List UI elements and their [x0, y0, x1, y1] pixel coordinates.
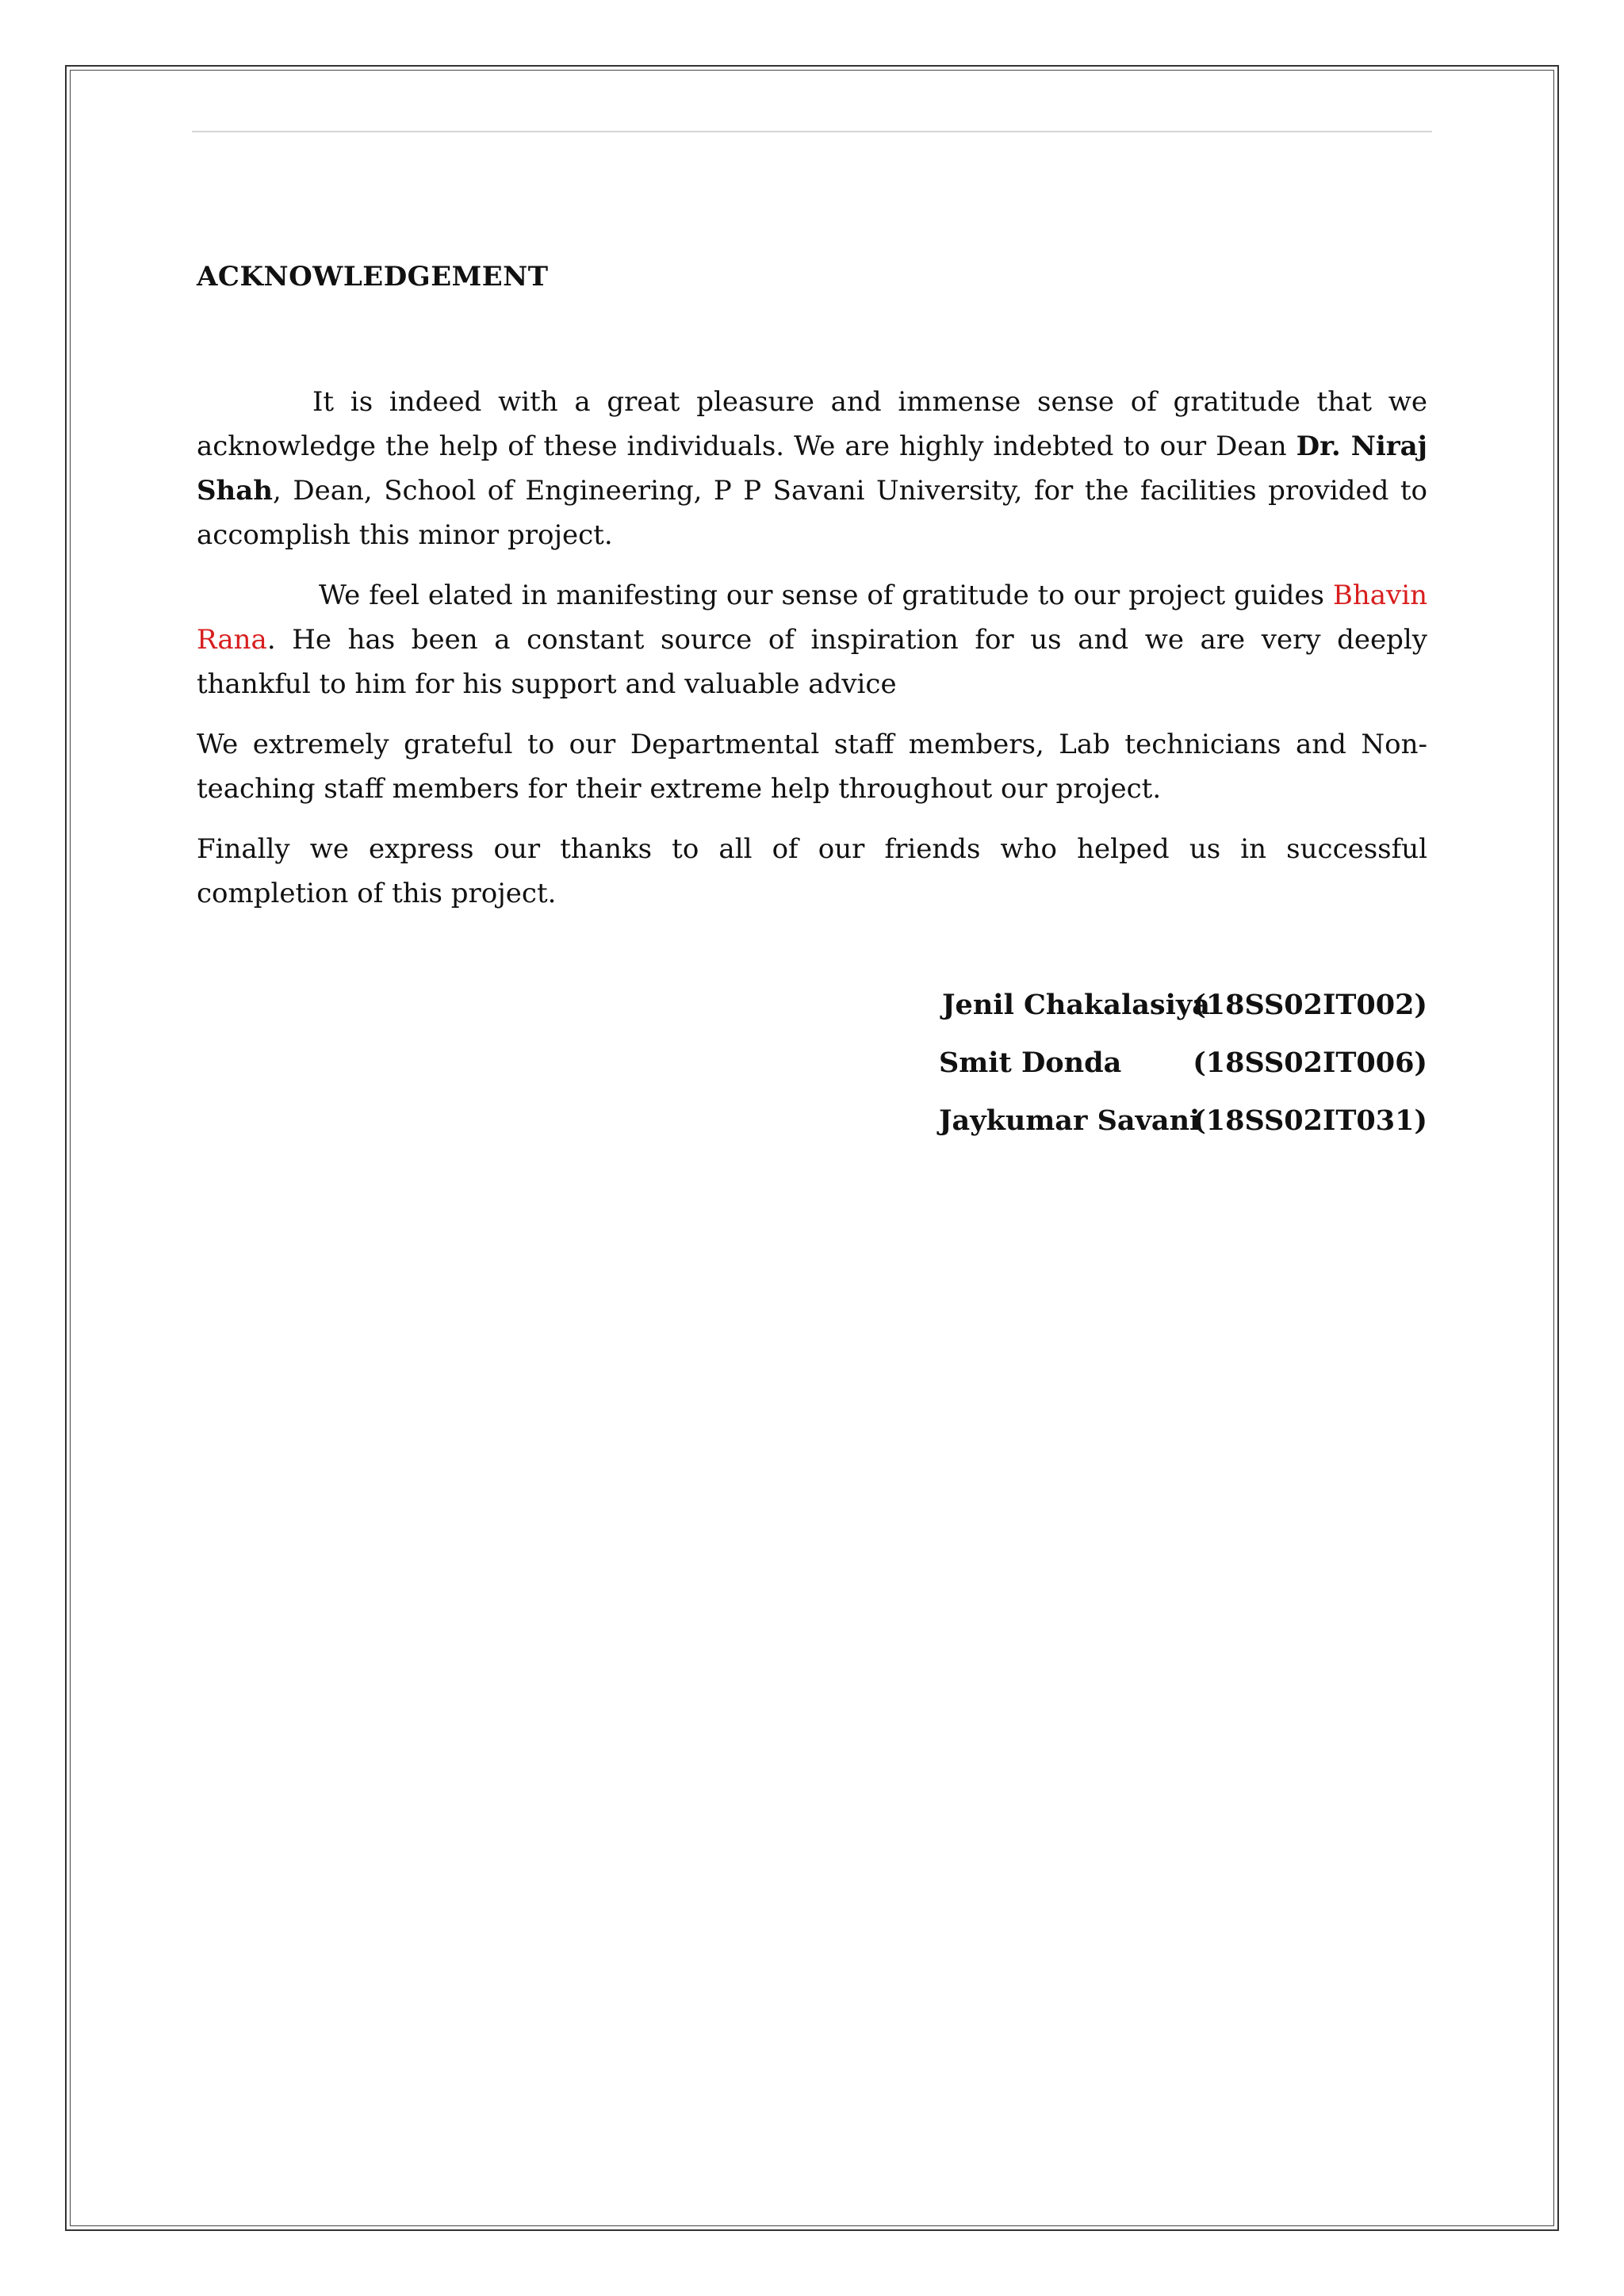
guide-name: Bhavin Rana	[197, 580, 1427, 656]
paragraph-guide	[197, 573, 1427, 706]
signature-name: Jenil Chakalasiya	[942, 989, 1210, 1021]
paragraph-friends: Finally we express our thanks to all of our friends who helped us in successful completion of this project.	[197, 833, 1427, 909]
paragraph-dean	[197, 380, 1427, 557]
paragraph-dean-text-2: , Dean, School of Engineering, P P Savani University, for the facilities provided to accomplish this minor project.	[197, 475, 1427, 551]
signature-name: Smit Donda	[939, 1047, 1122, 1079]
paragraph-guide-text-1: We feel elated in manifesting our sense of gratitude to our project guides	[319, 580, 1333, 611]
signature-id: (18SS02IT002)	[1193, 989, 1427, 1021]
signature-row	[939, 1099, 1427, 1157]
signature-id: (18SS02IT006)	[1193, 1047, 1427, 1079]
document-body	[197, 258, 1427, 916]
paragraph-guide-text-2: . He has been a constant source of inspiration for us and we are very deeply thankful to him for his support and valuable advice	[197, 624, 1427, 700]
signature-row	[939, 983, 1427, 1041]
page-title: ACKNOWLEDGEMENT	[197, 261, 549, 293]
signature-id: (18SS02IT031)	[1193, 1104, 1427, 1137]
header-rule	[192, 131, 1432, 132]
signature-block	[939, 983, 1427, 1157]
dean-name: Dr. Niraj Shah	[197, 430, 1427, 507]
paragraph-dean-text-1: It is indeed with a great pleasure and immense sense of gratitude that we acknowledge the help of these individuals. We are highly indebted to our Dean	[197, 386, 1427, 462]
paragraph-staff: We extremely grateful to our Departmental staff members, Lab technicians and Non-teaching staff members for their extreme help throughout our project.	[197, 729, 1427, 805]
signature-row	[939, 1041, 1427, 1099]
signature-name: Jaykumar Savani	[939, 1104, 1201, 1137]
